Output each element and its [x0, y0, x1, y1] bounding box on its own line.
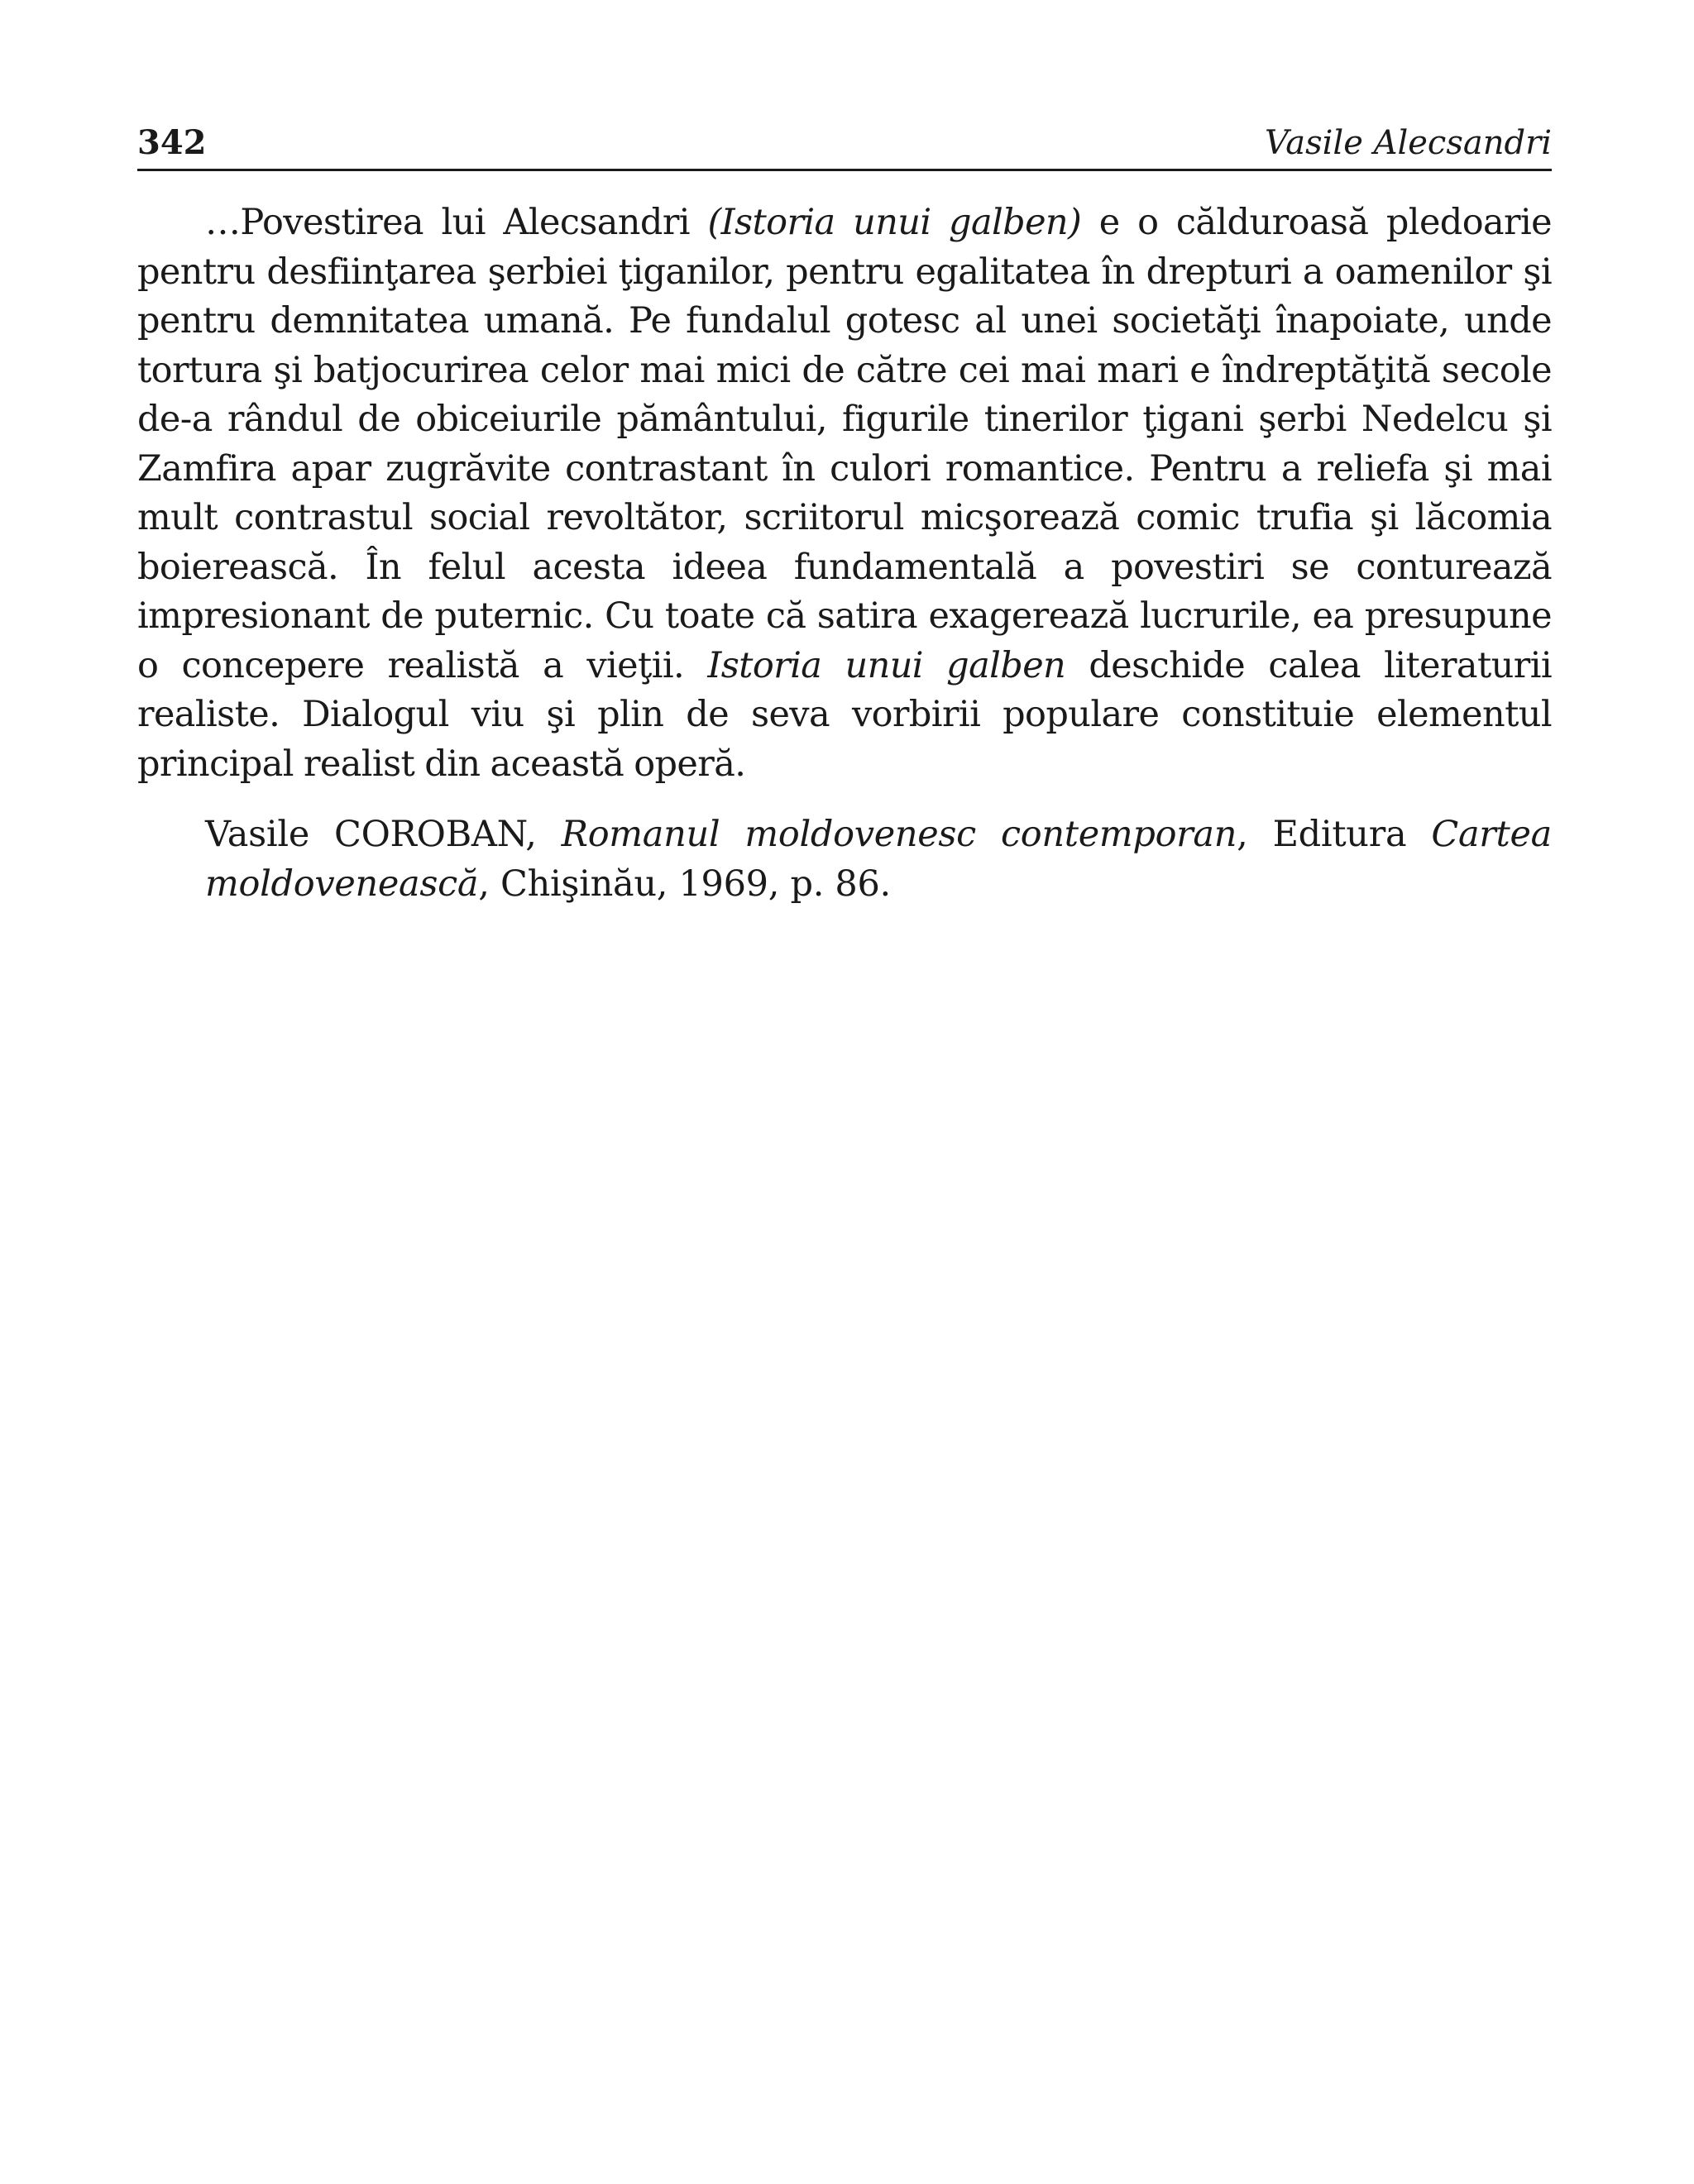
italic-work-title: Istoria unui galben: [707, 644, 1066, 686]
source-citation: [205, 810, 1552, 909]
citation-text: , Chişinău, 1969, p. 86.: [478, 863, 891, 905]
body-paragraph: [137, 198, 1552, 789]
citation-publisher: Cartea moldovenească: [205, 814, 1552, 905]
paragraph-text: …Povestirea lui Alecsandri: [205, 202, 708, 243]
running-title: Vasile Alecsandri: [1265, 124, 1552, 162]
citation-title: Romanul moldovenesc contemporan: [561, 814, 1237, 855]
page-number: 342: [137, 123, 207, 162]
page-header: [137, 122, 1552, 171]
citation-text: , Editura: [1237, 814, 1432, 855]
paragraph-text: deschide calea literaturii realiste. Dialogul viu şi plin de seva vorbirii populare constituie elementul principal realist din această operă.: [137, 644, 1552, 785]
paragraph-text: e o călduroasă pledoarie pentru desfiinţarea şerbiei ţiganilor, pentru egalitatea în drepturi a oamenilor şi pentru demnitatea umană. Pe fundalul gotesc al unei societăţi înapoiate, unde tortura şi batjocurirea celor mai mici de către cei mai mari e îndreptăţită secole de-a rândul de obiceiurile pământului, figurile tinerilor ţigani şerbi Nedelcu şi Zamfira apar zugrăvite contrastant în culori romantice. Pentru a reliefa şi mai mult contrastul social revoltător, scriitorul micşorează comic trufia şi lăcomia boierească. În felul acesta ideea fundamentală a povestiri se conturează impresionant de puternic. Cu toate că satira exagerează lucrurile, ea presupune o concepere realistă a vieţii.: [137, 202, 1552, 686]
citation-author: Vasile COROBAN,: [205, 814, 562, 855]
italic-work-title: (Istoria unui galben): [707, 202, 1082, 243]
